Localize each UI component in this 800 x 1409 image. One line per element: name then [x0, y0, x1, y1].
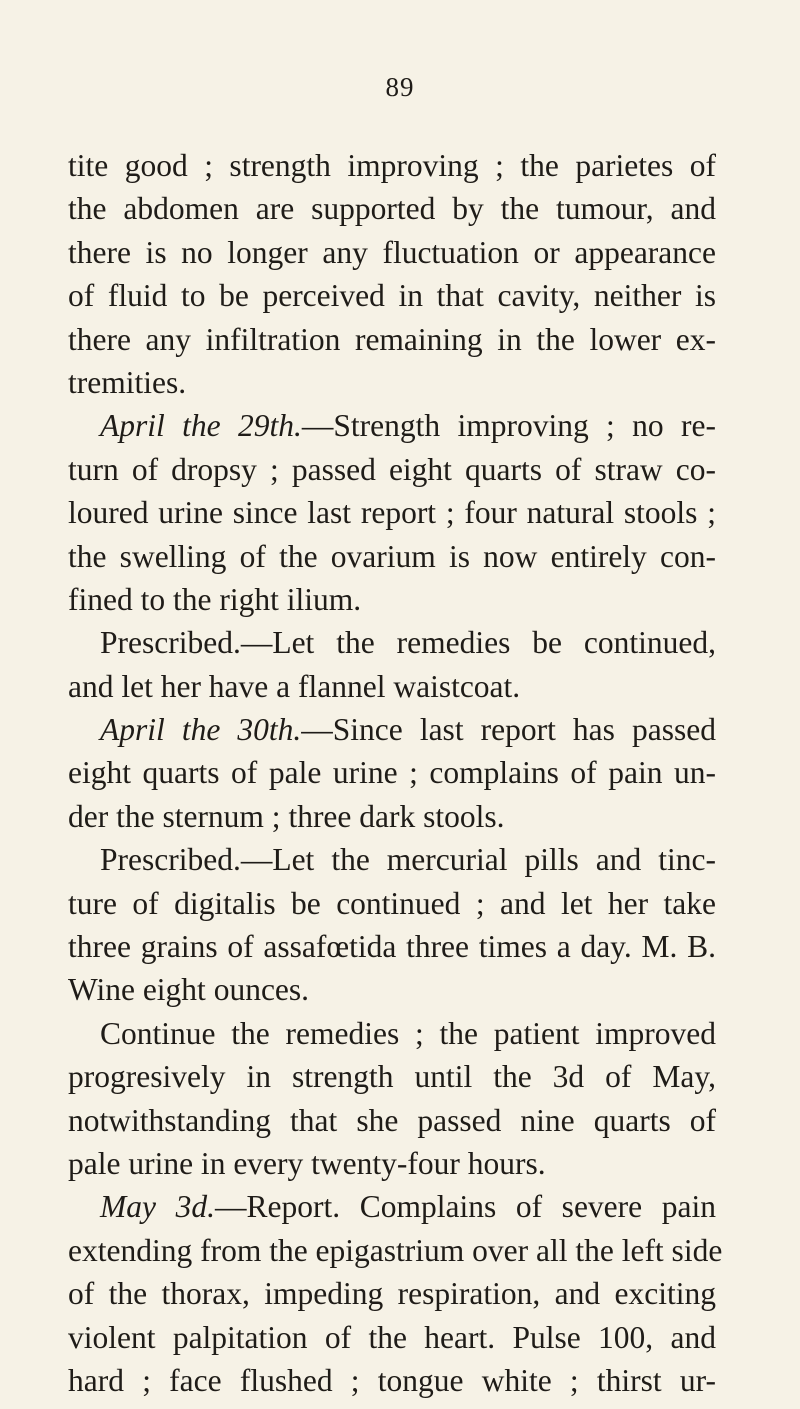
entry-text: —Since last report has passed	[301, 712, 716, 748]
text-line: there is no longer any fluctuation or appearance	[68, 234, 716, 270]
text-line: of fluid to be perceived in that cavity, neither is	[68, 278, 716, 314]
entry-date: April the 29th.	[100, 408, 302, 444]
text-line: der the sternum ; three dark stools.	[68, 798, 505, 834]
text-line: notwithstanding that she passed nine quarts of	[68, 1102, 716, 1138]
text-line: loured urine since last report ; four natural stools ;	[68, 495, 716, 531]
text-line: pale urine in every twenty-four hours.	[68, 1145, 546, 1181]
text-line: eight quarts of pale urine ; complains of pain un-	[68, 755, 716, 791]
text-line: progresively in strength until the 3d of May,	[68, 1059, 716, 1095]
text-line	[68, 1185, 716, 1228]
entry-text: —Report. Complains of severe pain	[214, 1189, 716, 1225]
text-line: the abdomen are supported by the tumour, and	[68, 191, 716, 227]
entry-text: —Strength improving ; no re-	[301, 408, 716, 444]
text-line: tremities.	[68, 364, 187, 400]
text-line: turn of dropsy ; passed eight quarts of straw co-	[68, 451, 716, 487]
text-line: hard ; face flushed ; tongue white ; thirst ur-	[68, 1362, 716, 1398]
text-line: and let her have a flannel waistcoat.	[68, 668, 521, 704]
text-line: the swelling of the ovarium is now entirely con-	[68, 538, 716, 574]
text-line: fined to the right ilium.	[68, 581, 362, 617]
entry-date: April the 30th.	[100, 712, 302, 748]
text-line: there any infiltration remaining in the lower ex-	[68, 321, 716, 357]
text-line: three grains of assafœtida three times a day. M. B.	[68, 929, 716, 965]
text-line: Prescribed.—Let the remedies be continued,	[100, 625, 716, 661]
text-line: ture of digitalis be continued ; and let her take	[68, 885, 716, 921]
body-text	[68, 144, 723, 1402]
entry-date: May 3d.	[100, 1189, 215, 1225]
text-line: tite good ; strength improving ; the parietes of	[68, 148, 716, 183]
text-line: of the thorax, impeding respiration, and exciting	[68, 1276, 716, 1312]
text-line	[68, 708, 716, 751]
text-line: violent palpitation of the heart. Pulse 100, and	[68, 1319, 716, 1355]
page-number: 89	[385, 72, 415, 102]
text-line: Prescribed.—Let the mercurial pills and tinc-	[100, 842, 716, 878]
text-line: Continue the remedies ; the patient improved	[100, 1015, 716, 1051]
text-line	[68, 404, 716, 447]
text-line: Wine eight ounces.	[68, 972, 310, 1008]
text-line: extending from the epigastrium over all the left side	[68, 1232, 723, 1268]
